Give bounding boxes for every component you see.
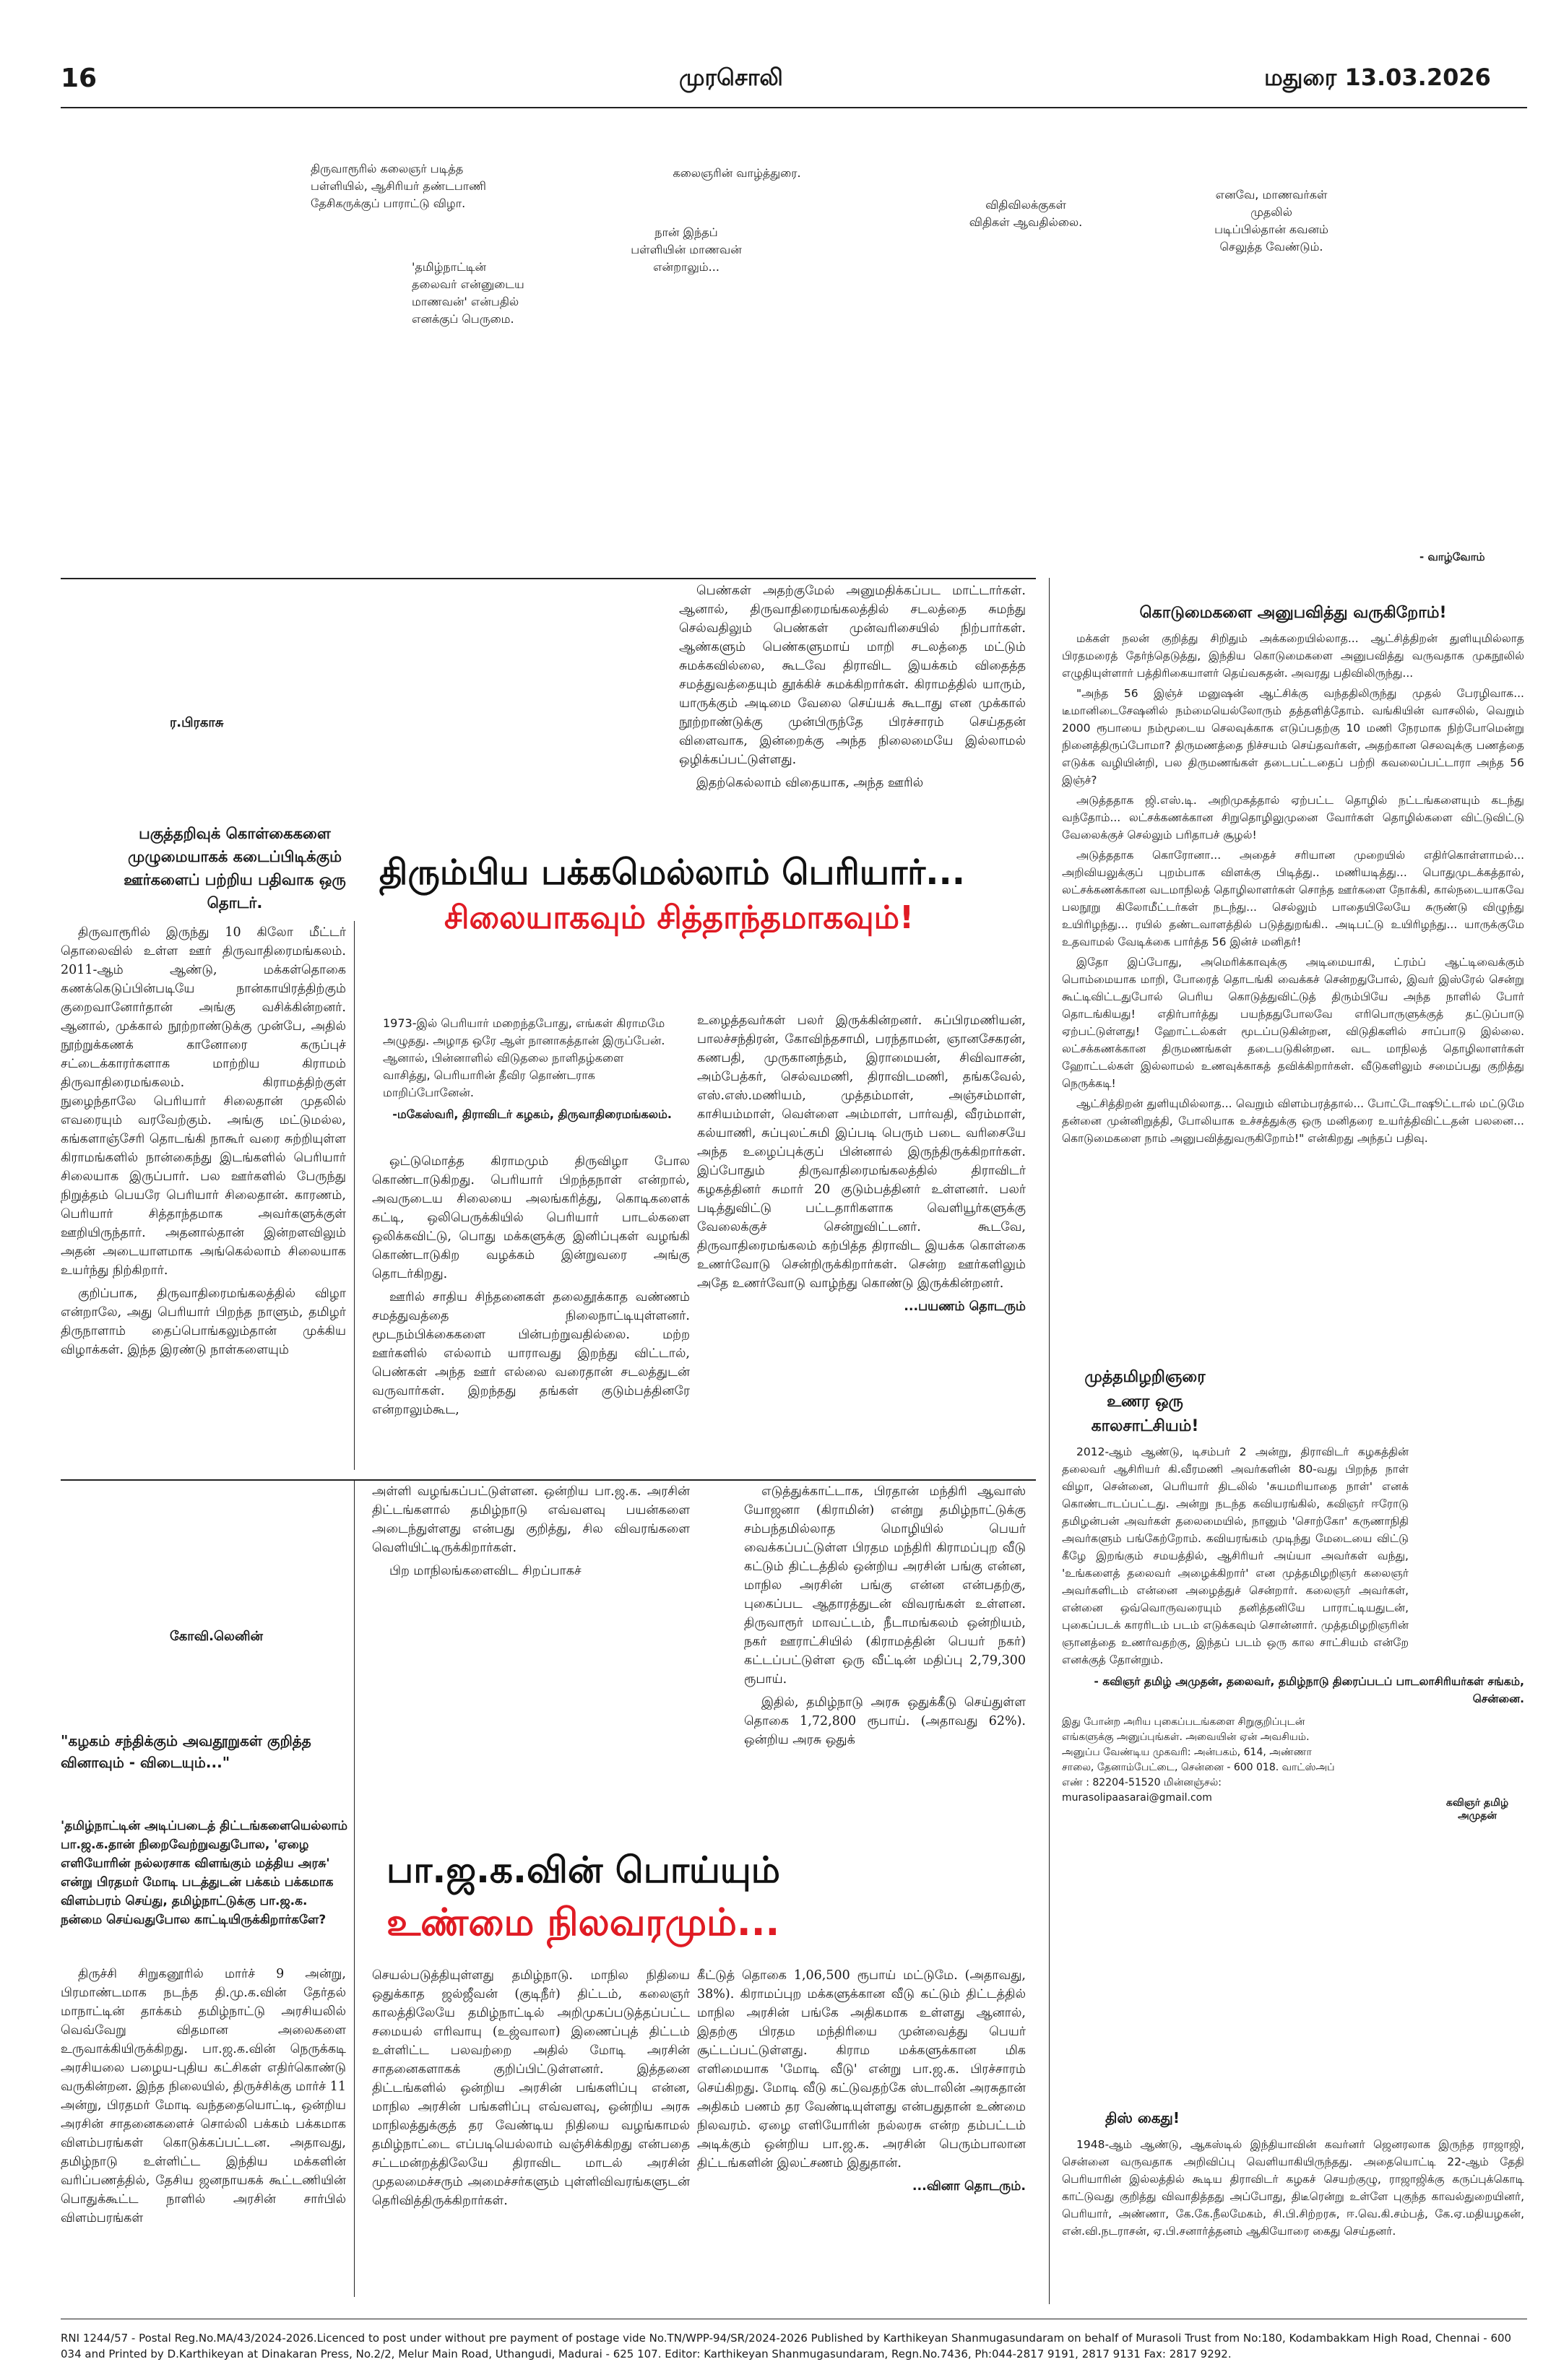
article1-col1-p1: திருவாரூரில் இருந்து 10 கிலோ மீட்டர் தொலைவில் உள்ள ஊர் திருவாதிரைமங்கலம். 2011-ஆம் ஆண்டு, மக்கள்தொகை கணக்கெடுப்பின்படியே நான்காயிரத்திற்கும் குறைவானோர்தான் அங்கு வசிக்கின்றனர். ஆனால், முக்கால் நூற்றாண்டுக்கு முன்பே, அதில் நூற்றுக்கணக் கானோரை கருப்புச் சட்டைக்காரர்களாக மாற்றிய கிராமம் திருவாதிரைமங்கலம். கிராமத்திற்குள் நுழைந்தாலே பெரியார் சிலைதான் முதலில் எவரையும் வரவேற்கும். அங்கு மட்டுமல்ல, கங்களாஞ்சேரி தொடங்கி நாகூர் வரை சுற்றியுள்ள கிராமங்களில் நான்கைந்து இடங்களில் பெரியார் சிலையாக இருப்பார். பல ஊர்களில் பேருந்து நிறுத்தம் பெயரே பெரியார் சிலைதான். காரணம், பெரியார் சித்தாந்தமாக அவர்களுக்குள் ஊறியிருந்தார். அதனால்தான் இன்றளவிலும் அதன் அடையாளமாக அங்கெல்லாம் சிலையாக உயர்ந்து நிற்கிறார்.: [61, 925, 346, 1278]
sidebar2-title: முத்தமிழறிஞரை உணர ஒரு காலசாட்சியம்!: [1084, 1368, 1206, 1435]
article2-col2-top-p1: அள்ளி வழங்கப்பட்டுள்ளன. ஒன்றிய பா.ஜ.க. அரசின் திட்டங்களால் தமிழ்நாடு எவ்வளவு பயன்களை அடைந்துள்ளது என்பது குறித்து, சில விவரங்களை வெளியிட்டிருக்கிறார்கள்.: [372, 1484, 690, 1555]
article1-column-3: [697, 1011, 1026, 1316]
article2-col3-top-p1: எடுத்துக்காட்டாக, பிரதான் மந்திரி ஆவாஸ் யோஜனா (கிராமின்) என்று தமிழ்நாட்டுக்கு சம்பந்தமில்லாத மொழியில் பெயர் வைக்கப்பட்டுள்ள பிரதம மந்திரி கிராமப்புற வீடு கட்டும் திட்டத்தில் ஒன்றிய அரசின் பங்கு என்ன, மாநில அரசின் பங்கு என்ன என்பதற்கு, புகைப்பட ஆதாரத்துடன் விவரங்கள் உள்ளன. திருவாரூர் மாவட்டம், நீடாமங்கலம் ஒன்றியம், நகர் ஊராட்சியில் (கிராமத்தின் பெயர் நகர்) கட்டப்பட்டுள்ள ஒரு வீட்டின் மதிப்பு 2,79,300 ரூபாய்.: [744, 1484, 1026, 1687]
sidebar1-p5: இதோ இப்போது, அமெரிக்காவுக்கு அடிமையாகி, ட்ரம்ப் ஆட்டிவைக்கும் பொம்மையாக மாறி, போரைத் தொடங்கி வைக்கச் சென்றதுபோல், இவர் இஸ்ரேல் சென்று கூட்டிவிட்டதுபோல் பெரிய கொடுத்துவிட்டுத் திரும்பியே அந்த நாளில் போர் தொடங்கியது! எதிர்பார்த்து பயந்ததுபோலவே எரிபொருளுக்குத் தட்டுப்பாடு ஏற்பட்டுள்ளது! ஹோட்டல்கள் மூடப்படுகின்றன, விடுதிகளில் சாப்பாடு இல்லை. லட்சக்கணக்கான திருமணங்கள் தடைபடுகின்றன. வட மாநிலத் தொழிலாளர்கள் ஹோட்டல்கள் இல்லாமல் உணவுக்காகத் தவிக்கிறார்கள். வீடுகளிலும் சமைப்பது குறித்து நெருக்கடி!: [1062, 956, 1524, 1090]
section-rule-1: [61, 578, 1036, 579]
sidebar-rule: [1049, 578, 1050, 2304]
page-number: 16: [61, 64, 98, 93]
article2-col-rule: [354, 1481, 355, 2297]
newspaper-name: முரசொலி: [679, 64, 783, 91]
photo-caption-6: எனவே, மாணவர்கள் முதலில் படிப்பில்தான் கவனம் செலுத்த வேண்டும்.: [1214, 188, 1328, 254]
article1-col1-p2: குறிப்பாக, திருவாதிரைமங்கலத்தில் விழா என்றாலே, அது பெரியார் பிறந்த நாளும், தமிழர் திருநாளாம் தைப்பொங்கலும்தான் முக்கிய விழாக்கள். இந்த இரண்டு நாள்களையும்: [61, 1286, 346, 1357]
article2-column-2-top: [372, 1482, 690, 1585]
pullquote-text: 1973-இல் பெரியார் மறைந்தபோது, எங்கள் கிராமமே அழுதது. அழாத ஒரே ஆள் நானாகத்தான் இருப்பேன். ஆனால், பின்னாளில் விடுதலை நாளிதழ்களை வாசித்து, பெரியாரின் தீவிர தொண்டராக மாறிப்போனேன்.: [383, 1016, 665, 1099]
sidebar2-signoff: - கவிஞர் தமிழ் அமுதன், தலைவர், தமிழ்நாடு திரைப்படப் பாடலாசிரியர்கள் சங்கம், சென்னை.: [1094, 1675, 1524, 1705]
sidebar3-p1: 1948-ஆம் ஆண்டு, ஆகஸ்டில் இந்தியாவின் கவர்னர் ஜெனரலாக இருந்த ராஜாஜி, சென்னை வருவதாக அறிவிப்பு வெளியாகியிருந்தது. அதையொட்டி 22-ஆம் தேதி பெரியாரின் இல்லத்தில் கூடிய திராவிடர் கழகச் செயற்குழு, ராஜாஜிக்கு கருப்புக்கொடி காட்டுவது குறித்து விவாதித்தது அப்போது, திடீரென்று உள்ளே புகுந்த காவல்துறையினர், பெரியார், அண்ணா, கே.கே.நீலமேகம், சி.பி.சிற்றரசு, ஈ.வெ.கி.சம்பத், கே.ஏ.மதியழகன், என்.வி.நடராசன், ஏ.பி.சனார்த்தனம் ஆகியோரை கைது செய்தனர்.: [1062, 2138, 1524, 2238]
article1-col2-bottom-p1: ஒட்டுமொத்த கிராமமும் திருவிழா போல கொண்டாடுகிறது. பெரியார் பிறந்தநாள் என்றால், அவருடைய சிலையை அலங்கரித்து, கொடிகளைக் கட்டி, ஒலிபெருக்கியில் பெரியார் பாடல்களை ஒலிக்கவிட்டு, பொது மக்களுக்கு இனிப்புகள் வழங்கி கொண்டாடுகிற வழக்கம் இன்றுவரை அங்கு தொடர்கிறது.: [372, 1154, 690, 1281]
series-end-mark: - வாழ்வோம்: [1419, 550, 1485, 563]
sidebar2-photo-caption: கவிஞர் தமிழ் அமுதன்: [1445, 1797, 1509, 1822]
article2-col3-bottom-p1: கீட்டுத் தொகை 1,06,500 ரூபாய் மட்டுமே. (அதாவது, 38%). கிராமப்புற மக்களுக்கான வீடு கட்டும் திட்டத்தில் மாநில அரசின் பங்கே அதிகமாக உள்ளது ஆனால், இதற்கு பிரதம மந்திரியை முன்வைத்து பெயர் சூட்டப்பட்டுள்ளது. கிராம மக்களுக்கான மிக எளிமையாக 'மோடி வீடு' என்று பா.ஜ.க. பிரச்சாரம் செய்கிறது. மோடி வீடு கட்டுவதற்கே ஸ்டாலின் அரசுதான் அதிகம் பணம் தர வேண்டியுள்ளது என்பதுதான் உண்மை நிலவரம். ஏழை எளியோரின் நல்லரசு என்ற தம்பட்டம் அடிக்கும் ஒன்றிய பா.ஜ.க. அரசின் பெரும்பாலான திட்டங்களின் இலட்சணம் இதுதான்.: [697, 1968, 1026, 2171]
article1-column-1: [61, 923, 346, 1364]
article2-col2-top-p2: பிற மாநிலங்களைவிட சிறப்பாகச்: [389, 1564, 582, 1578]
article2-column-2-bottom: [372, 1966, 690, 2215]
imprint-footer: RNI 1244/57 - Postal Reg.No.MA/43/2024-2026.Licenced to post under without pre payment of postage vide No.TN/WPP-94/SR/2024-2026 Published by Karthikeyan Shanmugasundaram on behalf of Murasoli Trust from No:180, Kodambakkam High Road, Chennai - 600 034 and Printed by D.Karthikeyan at Dinakaran Press, No.2/2, Melur Main Road, Uthangudi, Madurai - 625 107. Editor: Karthikeyan Shanmugasundaram, Regn.No.7436, Ph:044-2817 9191, 2817 9131 Fax: 2817 9292.: [61, 2332, 1512, 2360]
article2-lead: 'தமிழ்நாட்டின் அடிப்படைத் திட்டங்களையெல்லாம் பா.ஜ.க.தான் நிறைவேற்றுவதுபோல, 'ஏழை எளியோரின் நல்லரசாக விளங்கும் மத்திய அரசு' என்று பிரதமர் மோடி படத்துடன் பக்கம் பக்கமாக விளம்பரம் செய்து, தமிழ்நாட்டுக்கு பா.ஜ.க. நன்மை செய்வதுபோல காட்டியிருக்கிறார்களே?: [61, 1819, 348, 1927]
sidebar-box-3: [1062, 2109, 1524, 2243]
photo-caption-3: கலைஞரின் வாழ்த்துரை.: [673, 166, 801, 180]
sidebar3-body: [1062, 2136, 1524, 2240]
sidebar-box-1: [1062, 604, 1524, 1150]
sidebar3-title: திஸ் கைது!: [1105, 2109, 1180, 2126]
sidebar1-title: கொடுமைகளை அனுபவித்து வருகிறோம்!: [1139, 604, 1447, 622]
article2-subtitle: உண்மை நிலவரமும்...: [386, 1901, 780, 1944]
article1-column-2-top: [679, 581, 1026, 797]
photo-caption-4: நான் இந்தப் பள்ளியின் மாணவன் என்றாலும்...: [631, 225, 742, 274]
article2-col3-top-p2: இதில், தமிழ்நாடு அரசு ஒதுக்கீடு செய்துள்ள தொகை 1,72,800 ரூபாய். (அதாவது 62%). ஒன்றிய அரசு ஒதுக்: [744, 1695, 1026, 1747]
sidebar2-p1: 2012-ஆம் ஆண்டு, டிசம்பர் 2 அன்று, திராவிடர் கழகத்தின் தலைவர் ஆசிரியர் கி.வீரமணி அவர்களின் 80-வது பிறந்த நாள் விழா, சென்னை, பெரியார் திடலில் 'சுயமரியாதை நாள்' எனக் கொண்டாடப்பட்டது. அன்று நடந்த கவியரங்கில், கவிஞர் ஈரோடு தமிழன்பன் அவர்கள் தலைமையில், நானும் 'சொற்கோ' கருணாநிதி அவர்களும் பங்கேற்றோம். கவியரங்கம் முடிந்து மேடையை விட்டு கீழே இறங்கும் சமயத்தில், ஆசிரியர் அய்யா அவர்கள் வந்து, 'உங்களைத் தலைவர் அழைக்கிறார்' என முத்தமிழறிஞர் கலைஞர் அவர்களிடம் என்னை அழைத்துச் சென்றார். கலைஞர் அவர்கள், என்னை ஒவ்வொருவரையும் தனித்தனியே பாராட்டியதுடன், புகைப்படக் காரரிடம் படம் எடுக்கவும் சொன்னார். முத்தமிழறிஞரின் ஞானத்தை உணர்வதற்கு, இந்தப் படம் ஒரு கால சாட்சியம் என்றே எனக்குத் தோன்றும்.: [1062, 1445, 1409, 1666]
article1-col2-top-p2: இதற்கெல்லாம் விதையாக, அந்த ஊரில்: [696, 776, 924, 790]
article2-column-3-bottom: [697, 1966, 1026, 2196]
article2-continues: ...வினா தொடரும்.: [912, 2179, 1026, 2194]
sidebar1-p6: ஆட்சித்திறன் துளியுமில்லாத... வெறும் விளம்பரத்தால்... போட்டோஷூட்டால் மட்டுமே தன்னை முன்னிறுத்தி, போலியாக உச்சத்துக்கு ஒரு மனிதரை உயர்த்திவிட்டதன் பலனை... கொடுமைகளை நாம் அனுபவித்துவருகிறோம்!" என்கிறது அந்தப் பதிவு.: [1062, 1097, 1524, 1145]
article1-col2-top-p1: பெண்கள் அதற்குமேல் அனுமதிக்கப்பட மாட்டார்கள். ஆனால், திருவாதிரைமங்கலத்தில் சடலத்தை சுமந்து செல்வதிலும் பெண்கள் முன்வரிசையில் நிற்பார்கள். ஆண்களும் பெண்களுமாய் மாறி சடலத்தை மட்டும் சுமக்கவில்லை, கூடவே திராவிட இயக்கம் விதைத்த சமத்துவத்தையும் தூக்கிச் சுமக்கிறார்கள். கிராமத்தில் யாரும், யாருக்கும் அடிமை வேலை செய்யக் கூடாது என முக்கால் நூற்றாண்டுக்கு முன்பிருந்தே பிரச்சாரம் செய்ததன் விளைவாக, இன்றைக்கு அந்த நிலைமையே இல்லாமல் ஒழிக்கப்பட்டுள்ளது.: [679, 584, 1026, 767]
article1-byline: ர.பிரகாசு: [170, 715, 224, 730]
photo-caption-1: திருவாரூரில் கலைஞர் படித்த பள்ளியில், ஆசிரியர் தண்டபாணி தேசிகருக்குப் பாராட்டு விழா.: [311, 162, 486, 210]
article1-col2-bottom-p2: ஊரில் சாதிய சிந்தனைகள் தலைதூக்காத வண்ணம் சமத்துவத்தை நிலைநாட்டியுள்ளனர். மூடநம்பிக்கைகளை பின்பற்றுவதில்லை. மற்ற ஊர்களில் எல்லாம் யாராவது இறந்து விட்டால், பெண்கள் அந்த ஊர் எல்லை வரைதான் சடலத்துடன் வருவார்கள். இறந்தது தங்கள் குடும்பத்தினரே என்றாலும்கூட,: [372, 1290, 690, 1417]
article2-title: பா.ஜ.க.வின் பொய்யும்: [386, 1849, 780, 1891]
city-date: மதுரை 13.03.2026: [1264, 64, 1491, 91]
sidebar1-p4: அடுத்ததாக கொரோனா... அதைச் சரியான முறையில் எதிர்கொள்ளாமல்... அறிவியலுக்குப் புறம்பாக விளக்கு பிடித்து.. மணியடித்து... பொதுமுடக்கத்தால், லட்சக்கணக்கான வடமாநிலத் தொழிலாளர்கள் சொந்த ஊர்களை நோக்கி, கால்நடையாகவே பலநூறு கிலோமீட்டர்கள் நடந்து... செல்லும் பாதையிலேயே சுருண்டு விழுந்து உயிரிழந்து... ரயில் தண்டவாளத்தில் படுத்துறங்கி.. அடிபட்டு உயிரிழந்து... யாருக்குமே உதவாமல் வேடிக்கை பார்த்த 56 இன்ச் மனிதர்!: [1062, 849, 1524, 948]
sidebar1-p3: அடுத்ததாக ஜி.எஸ்.டி. அறிமுகத்தால் ஏற்பட்ட தொழில் நட்டங்களையும் கடந்து வந்தோம்... லட்சக்கணக்கான சிறுதொழிலுமுனை வோர்கள் தொழில்களை விட்டுவிட்டு வேலைக்குச் செல்லும் பரிதாபச் சூழல்!: [1062, 794, 1524, 841]
article1-subtitle: சிலையாகவும் சித்தாந்தமாகவும்!: [444, 899, 915, 936]
article1-title: திரும்பிய பக்கமெல்லாம் பெரியார்...: [379, 852, 965, 893]
article1-pullquote: [383, 1015, 672, 1123]
sidebar1-p2: "அந்த 56 இஞ்ச் மனுஷன் ஆட்சிக்கு வந்ததிலிருந்து முதல் பேரழிவாக... டீமானிடைசேஷனில் நம்மையெல்லோரும் தத்தளித்தோம். வங்கியின் வாசலில், வெறும் 2000 ரூபாயை நம்மூடைய செலவுக்காக எடுப்பதற்கு 10 மணி நேரமாக நிற்போமென்று நினைத்திருப்போமா? திருமணத்தை நிச்சயம் செய்தவர்கள், அதற்கான செலவுக்கு பணத்தை எடுக்க வழியின்றி, பல திருமணங்கள் தடைபட்டதைப் பற்றி கவலைப்பட்டாரா அந்த 56 இஞ்ச்?: [1062, 687, 1524, 787]
article2-column-3-top: [744, 1482, 1026, 1754]
article1-col-rule: [354, 921, 355, 1470]
photo-caption-5: விதிவிலக்குகள் விதிகள் ஆவதில்லை.: [969, 198, 1083, 229]
article2-byline: கோவி.லெனின்: [170, 1629, 263, 1644]
sidebar1-body: [1062, 630, 1524, 1147]
sidebar1-p1: மக்கள் நலன் குறித்து சிறிதும் அக்கறையில்லாத... ஆட்சித்திறன் துளியுமில்லாத பிரதமரைத் தேர்ந்தெடுத்து, இந்திய கொடுமைகளை அனுபவித்து வருவதாக முகநூலில் எழுதியுள்ளார் பத்திரிகையாளர் தெய்வசுதன். அவரது பதிவிலிருந்து...: [1062, 632, 1524, 680]
photo-caption-2: 'தமிழ்நாட்டின் தலைவர் என்னுடைய மாணவன்' என்பதில் எனக்குப் பெருமை.: [412, 260, 524, 326]
article1-intro: பகுத்தறிவுக் கொள்கைகளை முழுமையாகக் கடைப்பிடிக்கும் ஊர்களைப் பற்றிய பதிவாக ஒரு தொடர்.: [124, 825, 346, 912]
sidebar2-notice: இது போன்ற அரிய புகைப்படங்களை சிறுகுறிப்புடன் எங்களுக்கு அனுப்புங்கள். அவையின் ஏன் அவசியம். அனுப்ப வேண்டிய முகவரி: அன்பகம், 614, அண்ணா சாலை, தேனாம்பேட்டை, சென்னை - 600 018. வாட்ஸ்அப் எண் : 82204-51520 மின்னஞ்சல்: murasolipaasarai@gmail.com: [1062, 1716, 1335, 1804]
sidebar-box-2: [1062, 1365, 1524, 1822]
article1-col3-p1: உழைத்தவர்கள் பலர் இருக்கின்றனர். சுப்பிரமணியன், பாலச்சந்திரன், கோவிந்தசாமி, பரந்தாமன், ஞானசேகரன், கணபதி, முருகானந்தம், இராமையன், சிவிவாசன், அம்பேத்கர், செல்வமணி, திராவிடமணி, தங்கவேல், எஸ்.எஸ்.மணியம், முத்தம்மாள், அஞ்சம்மாள், காசியம்மாள், வெள்ளை அம்மாள், பார்வதி, வீரம்மாள், கல்யாணி, சுப்புலட்சுமி இப்படி பெரும் படை வரிசையே அந்த உழைப்புக்குப் பின்னால் இருந்திருக்கிறார்கள். இப்போதும் திருவாதிரைமங்கலத்தில் திராவிடர் கழகத்தினர் சுமார் 20 குடும்பத்தினர் உள்ளனர். பலர் படித்துவிட்டு பட்டதாரிகளாக வெளியூர்களுக்கு வேலைக்குச் சென்றுவிட்டனர். கூடவே, திருவாதிரைமங்கலம் கற்பித்த திராவிட இயக்க கொள்கை உணர்வோடு சென்றிருக்கிறார்கள். சென்ற ஊர்களிலும் அதே உணர்வோடு வாழ்ந்து கொண்டு இருக்கின்றனர்.: [697, 1013, 1026, 1291]
sidebar2-body: [1062, 1443, 1409, 1669]
article2-col1-p1: திருச்சி சிறுகனூரில் மார்ச் 9 அன்று, பிரமாண்டமாக நடந்த தி.மு.க.வின் தேர்தல் மாநாட்டின் தாக்கம் தமிழ்நாட்டு அரசியலில் வெவ்வேறு விதமான அலைகளை உருவாக்கியிருக்கிறது. பா.ஜ.க.வின் நெருக்கடி அரசியலை பழைய-புதிய கட்சிகள் எதிர்கொண்டு வருகின்றன. இந்த நிலையில், திருச்சிக்கு மார்ச் 11 அன்று, பிரதமர் மோடி வந்ததையொட்டி, ஒன்றிய அரசின் சாதனைகளைச் சொல்லி பக்கம் பக்கமாக விளம்பரங்கள் கொடுக்கப்பட்டன. அதாவது, தமிழ்நாடு உள்ளிட்ட இந்திய மக்களின் வரிப்பணத்தில், தேசிய ஜனநாயகக் கூட்டணியின் பொதுக்கூட்ட நாளில் அரசின் சார்பில் விளம்பரங்கள்: [61, 1967, 346, 2225]
article2-col2-bottom-p1: செயல்படுத்தியுள்ளது தமிழ்நாடு. மாநில நிதியை ஒதுக்காத ஜல்ஜீவன் (குடிநீர்) திட்டம், கலைஞர் காலத்திலேயே தமிழ்நாட்டில் அறிமுகப்படுத்தப்பட்ட சமையல் எரிவாயு (உஜ்வாலா) இணைப்புத் திட்டம் உள்ளிட்ட பலவற்றை அதில் மோடி அரசின் சாதனைகளாகக் குறிப்பிட்டுள்ளனர். இத்தனை திட்டங்களில் ஒன்றிய அரசின் பங்களிப்பு என்ன, மாநில அரசின் பங்களிப்பு எவ்வளவு, ஒன்றிய அரசு மாநிலத்துக்குத் தர வேண்டிய நிதியை வழங்காமல் தமிழ்நாட்டை எப்படியெல்லாம் வஞ்சிக்கிறது என்பதை சட்டமன்றத்திலேயே திராவிட மாடல் அரசின் முதலமைச்சரும் அமைச்சர்களும் புள்ளிவிவரங்களுடன் தெரிவித்திருக்கிறார்கள்.: [372, 1968, 690, 2208]
article2-lead-question: [61, 1817, 350, 1929]
section-rule-2: [61, 1479, 1036, 1481]
article2-intro: "கழகம் சந்திக்கும் அவதூறுகள் குறித்த வினாவும் - விடையும்...": [61, 1732, 311, 1771]
header-rule: [61, 107, 1527, 108]
pullquote-attribution: -மகேஸ்வரி, திராவிடர் கழகம், திருவாதிரைமங்கலம்.: [392, 1107, 672, 1121]
article2-column-1: [61, 1965, 346, 2232]
article1-continues: ...பயணம் தொடரும்: [904, 1299, 1026, 1314]
article1-column-2-bottom: [372, 1152, 690, 1424]
